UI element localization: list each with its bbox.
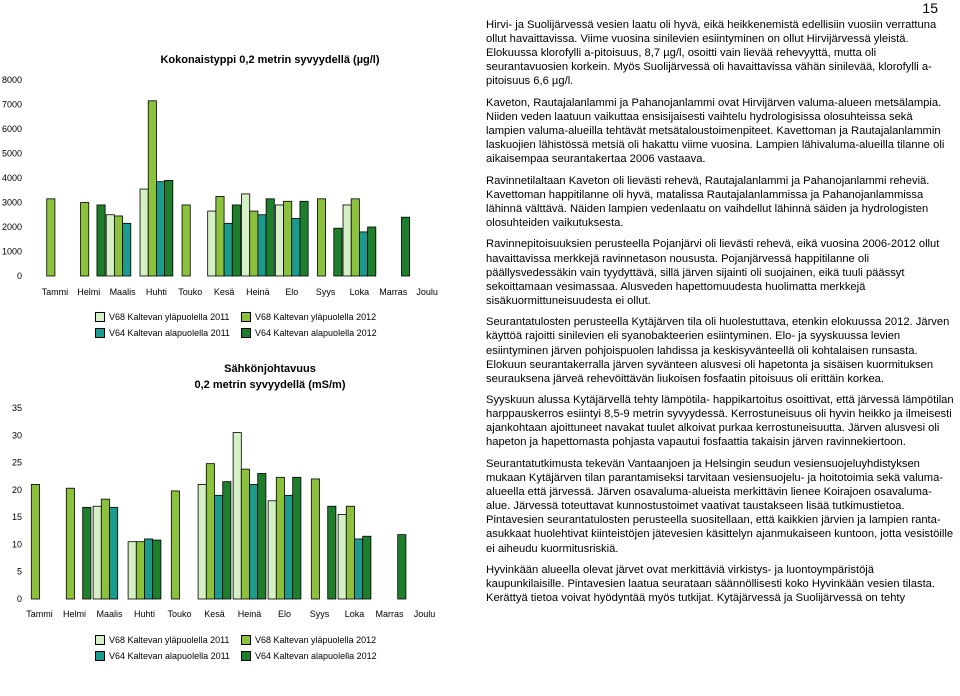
bar-v68-2012-7 <box>241 469 249 599</box>
bar-v68-2012-4 <box>148 101 156 276</box>
x-tick-label: Touko <box>178 287 203 297</box>
paragraph-metsalammet: Kaveton, Rautajalanlammi ja Pahanojanlammi ovat Hirvijärven valuma-alueen metsälampia. Niiden veden laatuun vaikuttaa ensisijaisesti vaihtelu hydrologisissa olosuhteissa sekä lampien valuma-alueilla tehtävät metsätaloustoimenpiteet. Kavettoman ja Rautajalanlammin laskuojien lähistössä metsiä oli hakattu viime vuosina. Lampien lähivaluma-alueilla tilanne oli aikaisempaa seurantakertaa 2006 vastaava. <box>486 96 945 166</box>
bar-v68-2012-2 <box>81 203 89 277</box>
paragraph-kytajarvi-happi: Syyskuun alussa Kytäjärvellä tehty lämpötila- happikartoitus osoittivat, että järvessä lämpötilan harppauskerros esiintyi 8,5-9 metrin syvyydessä. Kerrostuneisuus oli hyvin heikko ja ilmeisesti ajankohtaan ajoittuneet navakat tuulet alkoivat purkaa kerrostuneisuutta. Järven alusvesi oli hapeton ja hapettomasta pohjasta vapautui fosfaattia takaisin järven ravinnekiertoon. <box>486 394 954 449</box>
x-tick-label: Loka <box>344 609 365 619</box>
bar-v64-2011-3 <box>123 223 131 276</box>
y-tick-label: 5 <box>16 566 22 577</box>
x-tick-label: Helmi <box>77 287 101 297</box>
bar-v68-2012-1 <box>31 484 39 599</box>
x-tick-label: Loka <box>349 287 370 297</box>
x-tick-label: Joulu <box>416 287 438 297</box>
bar-v68-2012-10 <box>351 199 359 276</box>
bar-v64-2011-10 <box>355 539 363 599</box>
legend-label: V64 Kaltevan alapuolella 2011 <box>109 328 230 338</box>
x-tick-label: Maalis <box>109 287 136 297</box>
paragraph-vesiensuojelu: Seurantatutkimusta tekevän Vantaanjoen ja Helsingin seudun vesiensuojeluyhdistyksen mukaan Kytäjärven tilan parantamiseksi tarvitaan vesiensuojelu- ja hoitotoimia sekä valuma-alueella että järvessä. Järven osavaluma-alueista merkittävin lienee Koirajoen osavaluma-alue. Järvessä toteuttavat kunnostustoimet vaativat taustakseen lisää tutkimustietoa. Pintavesien seurantatulosten perusteella suositellaan, että kaikkien järvien ja lampien ranta-asukkaat huolehtivat kiinteistöjen jätevesien käsittelyn ajanmukaiseen kuntoon, jotta vesistöille ei aiheudu kuormitusriskiä. <box>486 457 954 555</box>
chart-title: Kokonaistyppi 0,2 metrin syvyydellä (µg/l) <box>160 54 380 66</box>
y-tick-label: 10 <box>11 539 22 550</box>
x-tick-label: Heinä <box>246 287 270 297</box>
bar-v64-2011-6 <box>215 495 223 599</box>
bar-v68-2011-8 <box>268 501 276 599</box>
y-tick-label: 1000 <box>1 246 22 257</box>
y-tick-label: 7000 <box>1 99 22 110</box>
y-tick-label: 30 <box>11 430 22 441</box>
legend-swatch <box>95 312 105 322</box>
x-tick-label: Syys <box>315 287 336 297</box>
legend-swatch <box>95 635 105 645</box>
bar-v68-2011-10 <box>338 514 346 599</box>
x-tick-label: Elo <box>285 287 299 297</box>
legend-swatch <box>95 651 105 661</box>
bar-v68-2012-1 <box>47 199 55 276</box>
chart-legend <box>95 309 387 341</box>
bar-v68-2011-10 <box>343 205 351 276</box>
bar-v68-2012-6 <box>206 464 214 599</box>
bar-v64-2011-10 <box>359 232 367 276</box>
bar-v64-2011-7 <box>250 484 258 599</box>
bar-v68-2011-6 <box>198 484 206 599</box>
x-tick-label: Tammi <box>41 287 69 297</box>
legend-item-v68-2011 <box>95 309 241 325</box>
bar-v68-2012-10 <box>346 506 354 599</box>
x-tick-label: Marras <box>375 609 404 619</box>
chart-legend <box>95 632 387 664</box>
legend-label: V64 Kaltevan alapuolella 2012 <box>255 651 377 661</box>
bar-v68-2012-5 <box>171 491 179 599</box>
bar-v64-2011-4 <box>145 539 153 599</box>
bar-v64-2011-6 <box>224 223 232 276</box>
bar-v64-2012-2 <box>83 507 91 599</box>
bar-v64-2012-8 <box>293 477 301 599</box>
bar-v68-2012-7 <box>250 211 258 276</box>
bar-v64-2011-8 <box>292 218 300 276</box>
bar-v64-2012-4 <box>153 540 161 599</box>
legend-item-v68-2012 <box>241 309 387 325</box>
bar-v64-2011-4 <box>156 182 164 276</box>
x-tick-label: Joulu <box>413 609 436 619</box>
bar-v64-2012-11 <box>398 535 406 599</box>
bar-v68-2012-2 <box>66 488 74 599</box>
bar-v68-2012-3 <box>114 216 122 276</box>
bar-v68-2012-8 <box>276 477 284 599</box>
bar-v64-2012-4 <box>165 180 173 276</box>
x-tick-label: Heinä <box>237 609 262 619</box>
legend-item-v68-2012 <box>241 632 387 648</box>
bar-v68-2011-3 <box>106 215 114 276</box>
x-tick-label: Helmi <box>62 609 87 619</box>
bar-v68-2011-4 <box>128 542 136 599</box>
y-tick-label: 3000 <box>1 197 22 208</box>
legend-item-v64-2012 <box>241 325 387 341</box>
legend-label: V64 Kaltevan alapuolella 2011 <box>109 651 230 661</box>
legend-label: V68 Kaltevan yläpuolella 2011 <box>109 635 230 645</box>
y-tick-label: 20 <box>11 484 22 495</box>
bar-v64-2011-7 <box>258 215 266 276</box>
bar-v64-2012-10 <box>363 536 371 599</box>
x-tick-label: Syys <box>309 609 330 619</box>
bar-v68-2012-5 <box>182 205 190 276</box>
bar-v68-2012-9 <box>311 479 319 599</box>
bar-v68-2011-3 <box>93 506 101 599</box>
legend-item-v68-2011 <box>95 632 241 648</box>
bar-v68-2012-4 <box>136 542 144 599</box>
y-tick-label: 0 <box>16 594 22 604</box>
paragraph-hyvinkaa: Hyvinkään alueella olevat järvet ovat merkittäviä virkistys- ja luontoympäristöjä kaupunkilaisille. Pintavesien laatua seurataan säännöllisesti koko Hyvinkään vesien tilasta. Kerättyä tietoa voivat hyödyntää myös tutkijat. Kytäjärvessä ja Suolijärvessä on tehty <box>486 564 936 605</box>
legend-item-v64-2011 <box>95 648 241 664</box>
legend-swatch <box>241 312 251 322</box>
y-tick-label: 25 <box>11 457 22 468</box>
legend-label: V64 Kaltevan alapuolella 2012 <box>255 328 377 338</box>
bar-v64-2011-3 <box>110 507 118 599</box>
y-tick-label: 5000 <box>1 148 22 159</box>
bar-v64-2012-9 <box>334 228 342 276</box>
paragraph-hirvi-suolijarvi: Hirvi- ja Suolijärvessä vesien laatu oli hyvä, eikä heikkenemistä edellisiin vuosiin verrattuna ollut havaittavissa. Viime vuosina sinilevien esiintyminen on ollut Hirvijärvessä yleistä. Elokuussa klorofylli a-pitoisuus, 8,7 µg/l, osoitti vain lievää rehevyyttä, mutta oli seurantavuosien korkein. Myös Suolijärvessä oli havaittavissa vähän sinilevää, klorofylli a-pitoisuus 6,6 µg/l. <box>486 19 937 88</box>
body-text <box>486 18 954 613</box>
x-tick-label: Elo <box>277 609 292 619</box>
chart-title: Sähkönjohtavuus 0,2 metrin syvyydellä (mS/m) <box>194 363 346 391</box>
bar-v68-2011-7 <box>242 194 250 276</box>
legend-swatch <box>241 328 251 338</box>
bar-v68-2011-4 <box>140 189 148 276</box>
x-tick-label: Huhti <box>133 609 156 619</box>
y-tick-label: 6000 <box>1 124 22 134</box>
bar-v64-2012-7 <box>258 473 266 599</box>
y-tick-label: 35 <box>11 403 22 413</box>
bar-v68-2011-8 <box>275 205 283 276</box>
x-tick-label: Touko <box>167 609 192 619</box>
bar-v64-2012-6 <box>223 482 231 599</box>
bar-v68-2012-9 <box>317 199 325 276</box>
bar-v64-2012-7 <box>266 199 274 276</box>
y-tick-label: 2000 <box>1 222 22 232</box>
legend-item-v64-2012 <box>241 648 387 664</box>
conductivity-chart <box>0 345 476 696</box>
bar-v68-2012-8 <box>284 201 292 276</box>
paragraph-kytajarvi-tila: Seurantatulosten perusteella Kytäjärven tila oli huolestuttava, etenkin elokuussa 2012. Järven käyttöä rajoitti sinilevien eli syanobakteerien esiintyminen. Elo- ja syyskuussa levien esiintyminen järven pohjoispuolen lahdissa ja keskisyvänteellä oli kohtalaisen runsasta. Elokuun seurantakerralla järven syvänteen alusvesi oli hapetonta ja sisäisen kuormituksen seurauksena järveä rehevöittävän liukoisen fosfaatin pitoisuus oli erittäin korkea. <box>486 316 950 385</box>
page-number: 15 <box>922 0 938 16</box>
bar-v68-2012-6 <box>216 196 224 276</box>
legend-item-v64-2011 <box>95 325 241 341</box>
legend-label: V68 Kaltevan yläpuolella 2012 <box>255 635 377 645</box>
total-nitrogen-chart <box>0 0 476 345</box>
bar-v64-2012-6 <box>232 205 240 276</box>
bar-v68-2011-6 <box>208 211 216 276</box>
bar-v64-2012-11 <box>401 217 409 276</box>
x-tick-label: Huhti <box>145 287 167 297</box>
legend-label: V68 Kaltevan yläpuolella 2011 <box>109 312 230 322</box>
y-tick-label: 8000 <box>1 75 22 85</box>
paragraph-ravinnetila: Ravinnetilaltaan Kaveton oli lievästi rehevä, Rautajalanlammi ja Pahanojanlammi reheviä. Kavettoman happitilanne oli hyvä, matalissa Rautajalanlammissa ja Pahanojanlammissa lähinnä välttävä. Näiden lampien vedenlaatu on vaihdellut lähinnä säiden ja hydrologisten olosuhteiden vaikutuksesta. <box>486 174 930 229</box>
y-tick-label: 15 <box>11 512 22 523</box>
bar-v68-2011-7 <box>233 433 241 599</box>
x-tick-label: Tammi <box>26 609 53 619</box>
y-tick-label: 0 <box>16 271 22 281</box>
x-tick-label: Kesä <box>204 609 225 619</box>
y-tick-label: 4000 <box>1 173 22 183</box>
paragraph-pojanjarvi: Ravinnepitoisuuksien perusteella Pojanjärvi oli lievästi rehevä, eikä vuosina 2006-2012 ollut havaittavissa merkkejä ravinnetason noususta. Pojanjärvessä happitilanne oli päällysvedessäkin vain tyydyttävä, sillä järven sijainti oli suojainen, eikä tuuli päässyt sekoittamaan vesimassaa. Alusveden hapettomuudesta huolimatta merkkejä sisäkuormittuneisuudesta ei ollut. <box>486 238 940 307</box>
legend-swatch <box>241 635 251 645</box>
bar-v64-2012-2 <box>97 205 105 276</box>
bar-v64-2012-9 <box>328 506 336 599</box>
bar-v64-2012-10 <box>368 227 376 276</box>
legend-label: V68 Kaltevan yläpuolella 2012 <box>255 312 377 322</box>
legend-swatch <box>95 328 105 338</box>
x-tick-label: Marras <box>379 287 408 297</box>
bar-v64-2011-8 <box>285 495 293 599</box>
x-tick-label: Maalis <box>96 609 123 619</box>
bar-v64-2012-8 <box>300 201 308 276</box>
legend-swatch <box>241 651 251 661</box>
x-tick-label: Kesä <box>213 287 235 297</box>
bar-v68-2012-3 <box>101 499 109 599</box>
